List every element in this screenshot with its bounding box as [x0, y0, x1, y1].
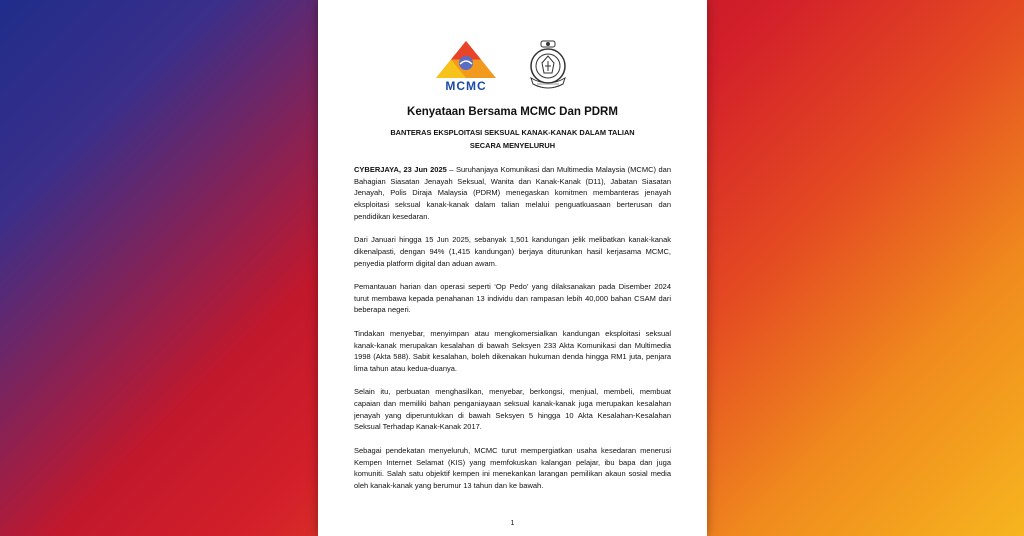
document-subtitle: [318, 126, 707, 152]
paragraph-4: Tindakan menyebar, menyimpan atau mengkomersialkan kandungan eksploitasi seksual kanak-kanak merupakan kesalahan di bawah Seksyen 233 Akta Komunikasi dan Multimedia 1998 (Akta 588). Sabit kesalahan, boleh dikenakan hukuman denda hingga RM1 juta, penjara lima tahun atau kedua-duanya.: [354, 328, 671, 373]
dateline: CYBERJAYA, 23 Jun 2025: [354, 165, 447, 174]
subtitle-line-1: BANTERAS EKSPLOITASI SEKSUAL KANAK-KANAK DALAM TALIAN: [390, 128, 635, 137]
paragraph-1-text: – Suruhanjaya Komunikasi dan Multimedia Malaysia (MCMC) dan Bahagian Siasatan Jenayah Seksual, Wanita dan Kanak-Kanak (D11), Jabatan Siasatan Jenayah, Polis Diraja Malaysia (PDRM) menegaskan komitmen membanteras jenayah eksploitasi seksual kanak-kanak dalam talian melalui penguatkuasaan berterusan dan pendidikan kesedaran.: [354, 165, 671, 221]
subtitle-line-2: SECARA MENYELURUH: [469, 141, 556, 150]
pdrm-crest-icon: [526, 40, 570, 92]
paragraph-1: [354, 164, 671, 223]
page-number: 1: [510, 520, 515, 527]
paragraph-6: Sebagai pendekatan menyeluruh, MCMC turut mempergiatkan usaha kesedaran menerusi Kempen Internet Selamat (KIS) yang memfokuskan kalangan pelajar, ibu bapa dan juga komuniti. Salah satu objektif kempen ini menekankan larangan pemilikan akaun sosial media oleh kanak-kanak yang berumur 13 tahun dan ke bawah.: [354, 445, 671, 490]
paragraph-2: Dari Januari hingga 15 Jun 2025, sebanyak 1,501 kandungan jelik melibatkan kanak-kanak dikenalpasti, dengan 94% (1,415 kandungan) berjaya diturunkan hasil kerjasama MCMC, penyedia platform digital dan aduan awam.: [354, 235, 671, 268]
press-release-page: [318, 0, 707, 536]
paragraph-3: Pemantauan harian dan operasi seperti ‘Op Pedo’ yang dilaksanakan pada Disember 2024 turut membawa kepada penahanan 13 individu dan rampasan lebih 40,000 bahan CSAM dari beberapa negeri.: [354, 282, 671, 315]
paragraph-5: Selain itu, perbuatan menghasilkan, menyebar, berkongsi, menjual, membeli, membuat capaian dan memiliki bahan penganiayaan seksual kanak-kanak juga merupakan kesalahan jenayah yang diperuntukkan di bawah Seksyen 5 hingga 10 Akta Kesalahan-Kesalahan Seksual Terhadap Kanak-Kanak 2017.: [354, 387, 671, 432]
mcmc-logo-text: MCMC: [445, 79, 487, 93]
document-title: Kenyataan Bersama MCMC Dan PDRM: [407, 106, 618, 118]
mcmc-logo: [433, 40, 499, 92]
document-body: [354, 164, 671, 503]
mcmc-triangle-icon: [433, 40, 499, 80]
logo-header: [318, 40, 707, 96]
